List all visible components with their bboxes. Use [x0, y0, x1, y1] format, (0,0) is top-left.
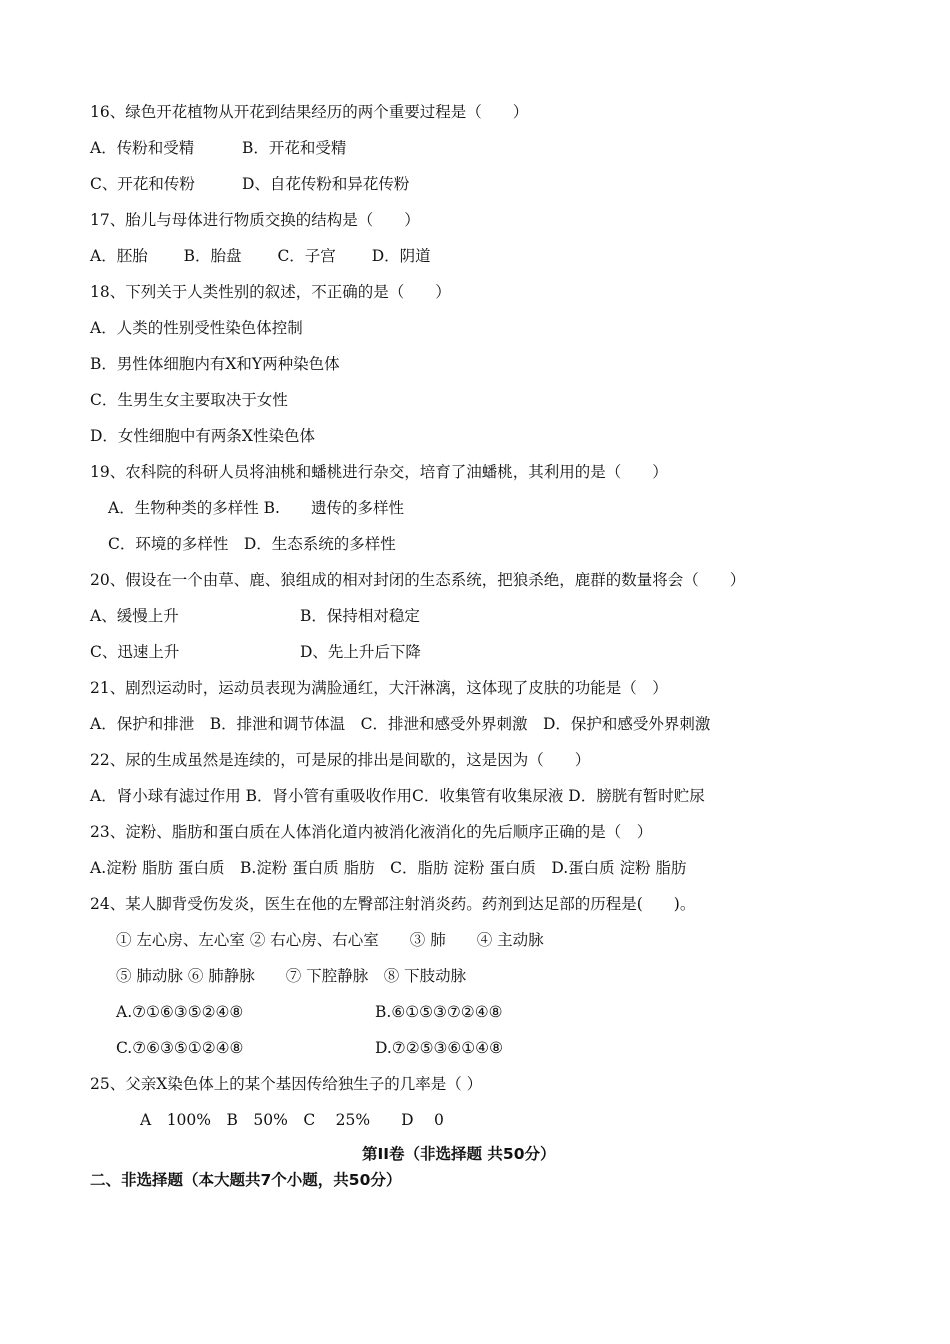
option-c: C．生男生女主要取决于女性	[90, 391, 288, 409]
question-stem: 25、父亲X染色体上的某个基因传给独生子的几率是（ ）	[90, 1075, 483, 1093]
question-stem: 22、尿的生成虽然是连续的，可是尿的排出是间歇的，这是因为（ ）	[90, 751, 591, 769]
option-b: B.⑥①⑤③⑦②④⑧	[375, 1003, 503, 1021]
question-stem: 19、农科院的科研人员将油桃和蟠桃进行杂交，培育了油蟠桃，其利用的是（ ）	[90, 463, 668, 481]
options-row: A．保护和排泄 B．排泄和调节体温 C．排泄和感受外界刺激 D．保护和感受外界刺激	[90, 715, 711, 733]
option-a: A．传粉和受精	[90, 139, 195, 157]
volume-title: 第II卷（非选择题 共50分）	[362, 1145, 556, 1163]
option-b: B．开花和受精	[242, 139, 347, 157]
option-c: C、迅速上升	[90, 643, 180, 661]
options-row: A．胚胎 B．胎盘 C．子宫 D．阴道	[90, 247, 431, 265]
option-a: A.⑦①⑥③⑤②④⑧	[116, 1003, 244, 1021]
option-d: D．女性细胞中有两条X性染色体	[90, 427, 315, 445]
options-row-ab: A．生物种类的多样性 B. 遗传的多样性	[108, 499, 404, 517]
option-c: C、开花和传粉	[90, 175, 195, 193]
option-c: C.⑦⑥③⑤①②④⑧	[116, 1039, 244, 1057]
option-a: A．人类的性别受性染色体控制	[90, 319, 303, 337]
option-d: D、自花传粉和异花传粉	[242, 175, 410, 193]
question-stem: 21、剧烈运动时，运动员表现为满脸通红，大汗淋漓，这体现了皮肤的功能是（ ）	[90, 679, 668, 697]
options-row: A.淀粉 脂肪 蛋白质 B.淀粉 蛋白质 脂肪 C．脂肪 淀粉 蛋白质 D.蛋白质 淀粉 脂肪	[90, 859, 687, 877]
question-stem: 23、淀粉、脂肪和蛋白质在人体消化道内被消化液消化的先后顺序正确的是（ ）	[90, 823, 653, 841]
items-row-1: ① 左心房、左心室 ② 右心房、右心室 ③ 肺 ④ 主动脉	[116, 931, 544, 949]
option-d: D.⑦②⑤③⑥①④⑧	[375, 1039, 503, 1057]
question-stem: 16、绿色开花植物从开花到结果经历的两个重要过程是（ ）	[90, 103, 529, 121]
question-stem: 18、下列关于人类性别的叙述，不正确的是（ ）	[90, 283, 451, 301]
question-stem: 24、某人脚背受伤发炎，医生在他的左臀部注射消炎药。药剂到达足部的历程是( )。	[90, 895, 696, 913]
section-title: 二、非选择题（本大题共7个小题，共50分）	[90, 1171, 402, 1189]
items-row-2: ⑤ 肺动脉 ⑥ 肺静脉 ⑦ 下腔静脉 ⑧ 下肢动脉	[116, 967, 467, 985]
options-row: A 100% B 50% C 25% D 0	[140, 1111, 444, 1129]
options-row-cd: C．环境的多样性 D．生态系统的多样性	[108, 535, 396, 553]
options-row: A．肾小球有滤过作用 B．肾小管有重吸收作用C．收集管有收集尿液 D．膀胱有暂时贮尿	[90, 787, 705, 805]
option-b: B．男性体细胞内有X和Y两种染色体	[90, 355, 340, 373]
question-stem: 20、假设在一个由草、鹿、狼组成的相对封闭的生态系统，把狼杀绝，鹿群的数量将会（ ）	[90, 571, 746, 589]
option-d: D、先上升后下降	[300, 643, 421, 661]
option-b: B．保持相对稳定	[300, 607, 420, 625]
option-a: A、缓慢上升	[90, 607, 179, 625]
question-stem: 17、胎儿与母体进行物质交换的结构是（ ）	[90, 211, 420, 229]
